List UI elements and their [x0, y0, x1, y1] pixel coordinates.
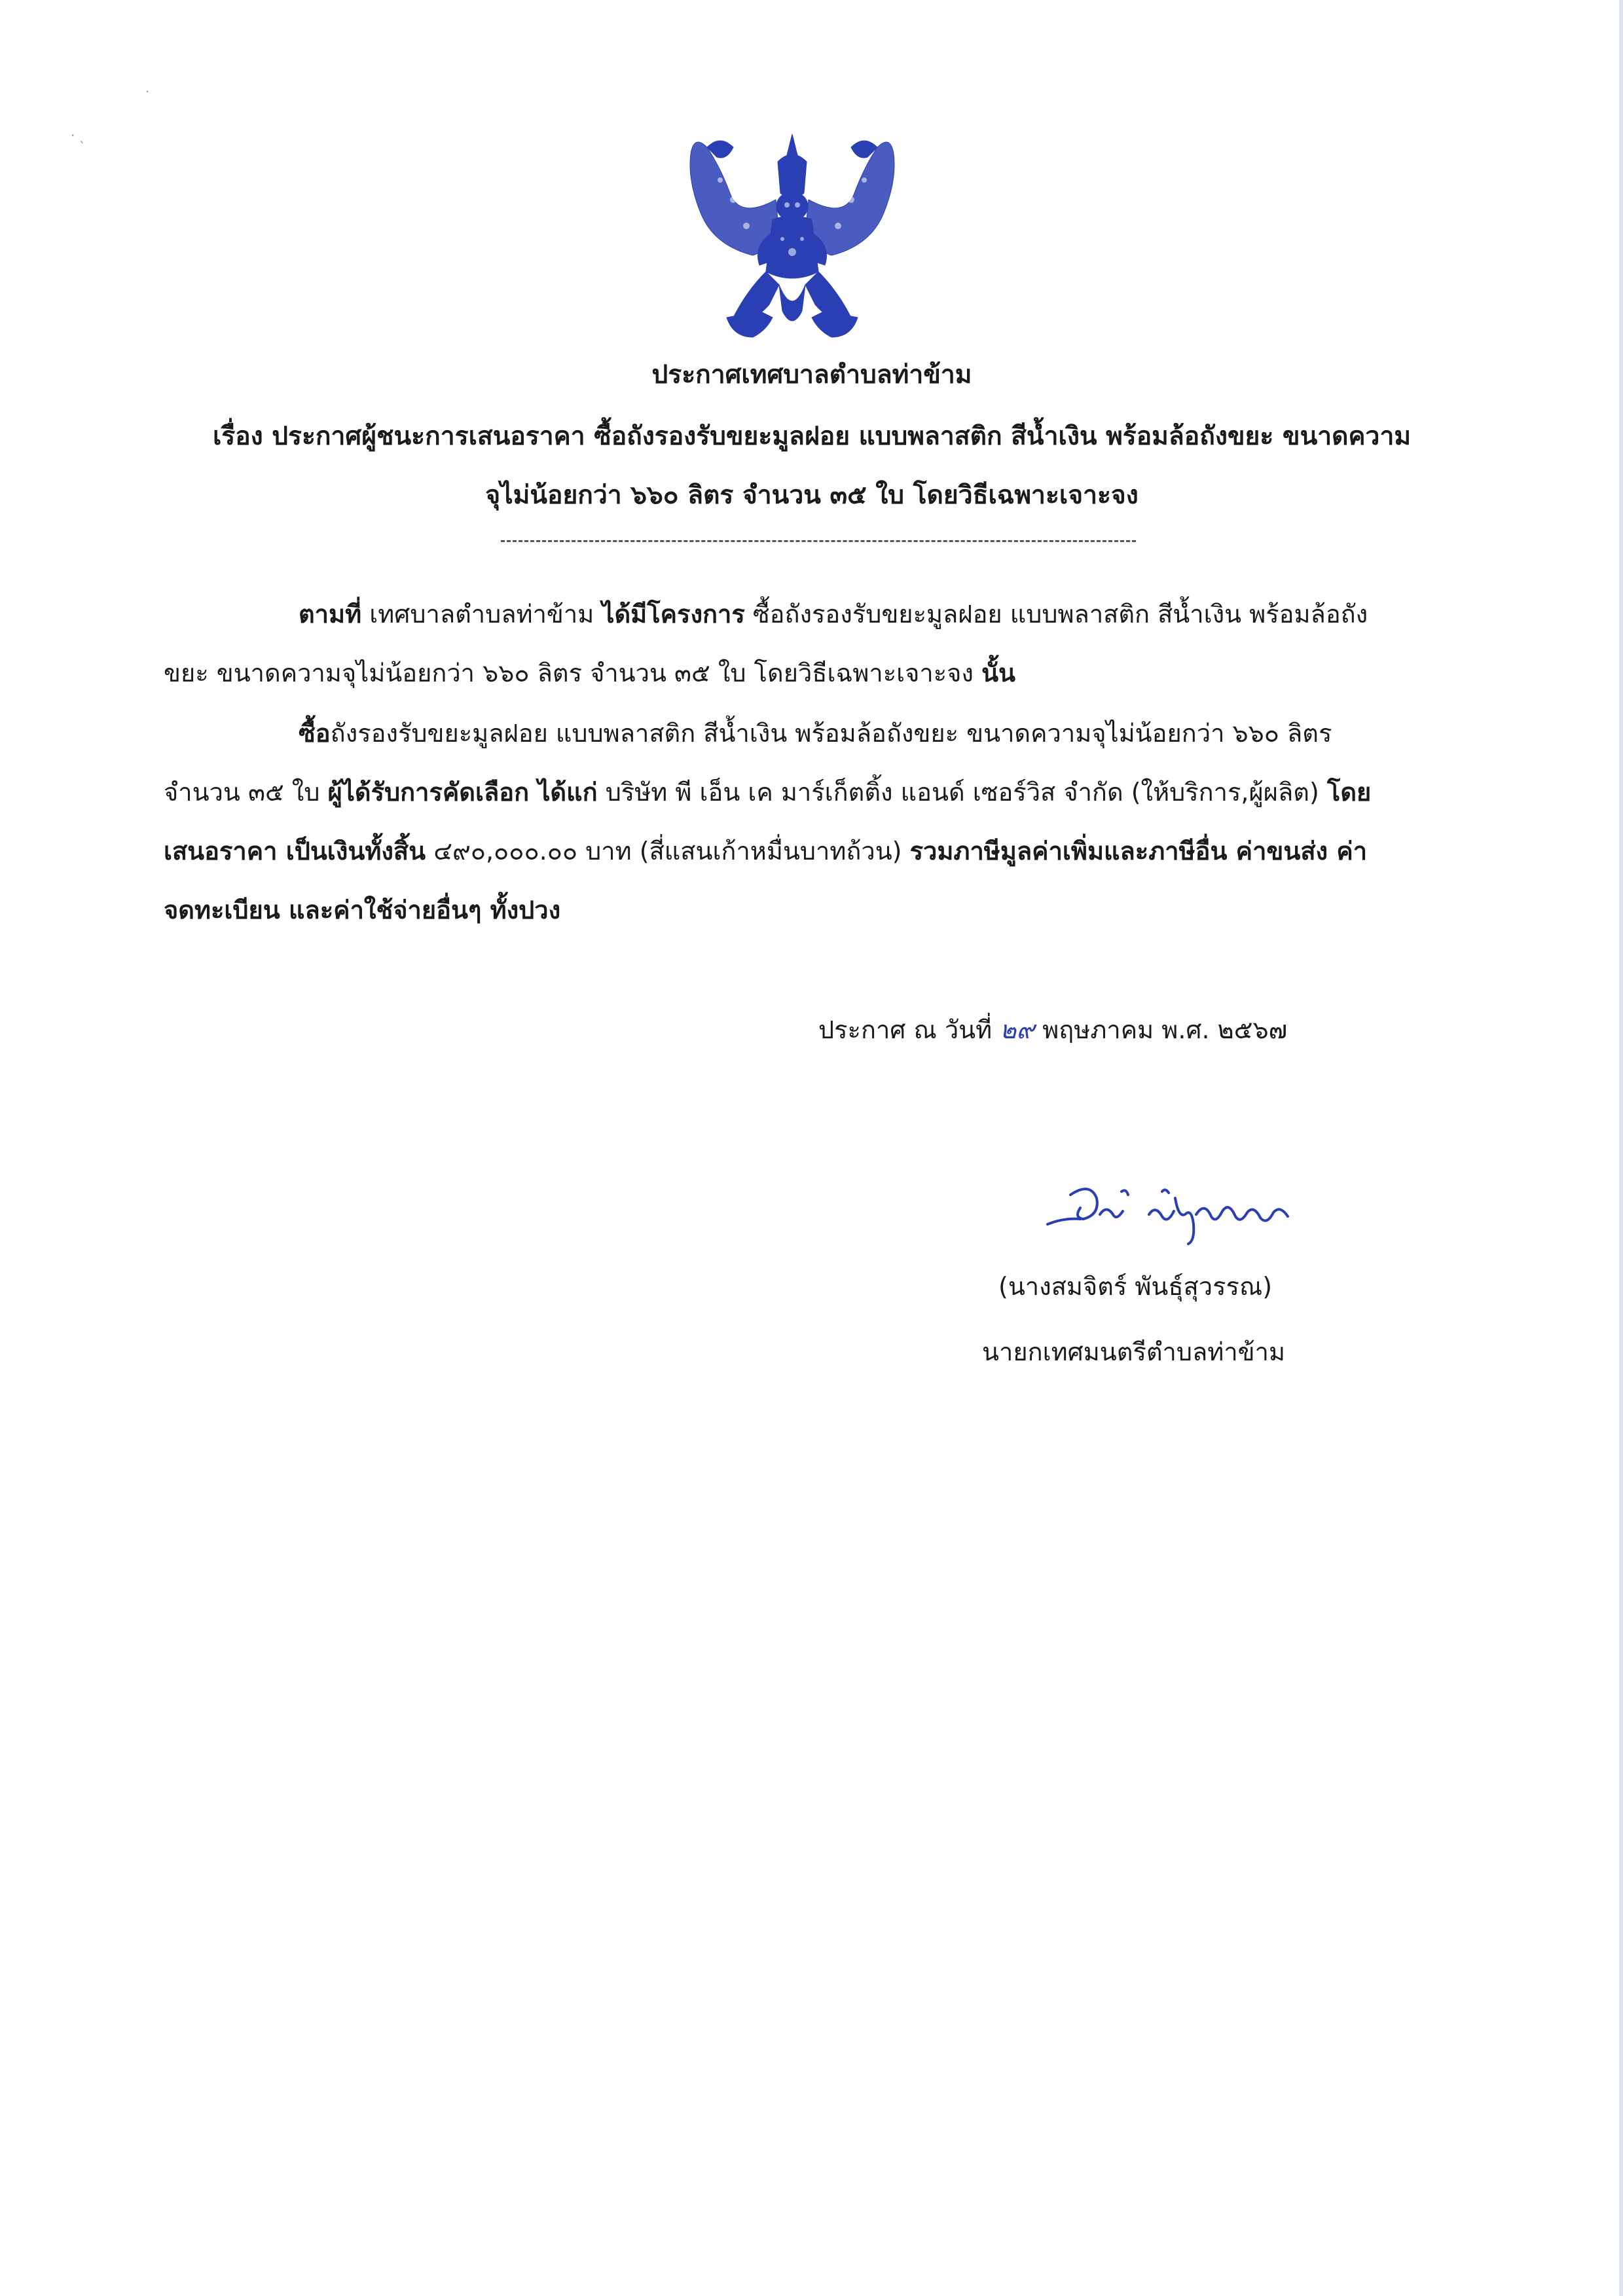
p2-lead: ซื้อ: [299, 719, 331, 748]
scan-speck: · ˎ: [71, 128, 86, 143]
subject-label: เรื่อง ประกาศผู้ชนะการเสนอราคา: [212, 422, 585, 451]
announcement-heading: ประกาศเทศบาลตำบลท่าข้าม: [651, 360, 972, 390]
p1-project: ซื้อถังรองรับขยะมูลฝอย แบบพลาสติก สีน้ำเงิน พร้อมล้อถัง: [744, 600, 1368, 629]
announcement-date: [818, 1010, 1287, 1049]
p2-line2-end: โดย: [1326, 778, 1372, 807]
paragraph-2-line-2: [164, 773, 1371, 812]
garuda-emblem-icon: [681, 121, 903, 354]
paragraph-1-line-2: [164, 653, 1015, 693]
p2-bid-label: เสนอราคา เป็นเงินทั้งสิ้น: [164, 837, 426, 866]
scan-speck: ·: [145, 84, 150, 100]
p1-lead: ตามที่: [299, 600, 362, 629]
signer-name: (นางสมจิตร์ พันธุ์สุวรรณ): [998, 1272, 1273, 1301]
p2-winner: บริษัท พี เอ็น เค มาร์เก็ตติ้ง แอนด์ เซอร์วิส จำกัด (ให้บริการ,ผู้ผลิต): [597, 778, 1327, 807]
p1-line2: ขยะ ขนาดความจุไม่น้อยกว่า ๖๖๐ ลิตร จำนวน ๓๕ ใบ โดยวิธีเฉพาะเจาะจง: [164, 659, 982, 687]
p2-selected-label: ผู้ได้รับการคัดเลือก ได้แก่: [327, 778, 598, 807]
p1-has-project: ได้มีโครงการ: [602, 600, 745, 629]
date-rest: พฤษภาคม พ.ศ. ๒๕๖๗: [1034, 1015, 1288, 1044]
paragraph-2-line-1: [299, 714, 1332, 753]
p1-line2-end: นั้น: [981, 659, 1016, 687]
p1-agency: เทศบาลตำบลท่าข้าม: [361, 600, 602, 629]
divider: [501, 540, 1136, 542]
paragraph-2-line-4: จดทะเบียน และค่าใช้จ่ายอื่นๆ ทั้งปวง: [164, 896, 561, 924]
date-day-handwritten: ๒๙: [1000, 1015, 1035, 1044]
p2-line1: ถังรองรับขยะมูลฝอย แบบพลาสติก สีน้ำเงิน พร้อมล้อถังขยะ ขนาดความจุไม่น้อยกว่า ๖๖๐ ลิตร: [330, 719, 1332, 748]
subject-text: ซื้อถังรองรับขยะมูลฝอย แบบพลาสติก สีน้ำเงิน พร้อมล้อถังขยะ ขนาดความ: [585, 422, 1412, 451]
paragraph-2-line-3: [164, 831, 1367, 871]
scan-edge: [1619, 0, 1623, 2296]
subject-line-1: [164, 417, 1460, 456]
p2-amount: ๔๙๐,๐๐๐.๐๐ บาท (สี่แสนเก้าหมื่นบาทถ้วน): [426, 837, 910, 866]
p2-vat-label: รวมภาษีมูลค่าเพิ่มและภาษีอื่น ค่าขนส่ง ค่า: [909, 837, 1368, 866]
subject-line-2: จุไม่น้อยกว่า ๖๖๐ ลิตร จำนวน ๓๕ ใบ โดยวิธีเฉพาะเจาะจง: [485, 481, 1139, 510]
paragraph-1-line-1: [299, 594, 1368, 634]
signer-title: นายกเทศมนตรีตำบลท่าข้าม: [982, 1338, 1286, 1366]
handwritten-signature: [1044, 1178, 1293, 1250]
date-prefix: ประกาศ ณ วันที่: [818, 1015, 1000, 1044]
p2-line2-start: จำนวน ๓๕ ใบ: [164, 778, 328, 807]
